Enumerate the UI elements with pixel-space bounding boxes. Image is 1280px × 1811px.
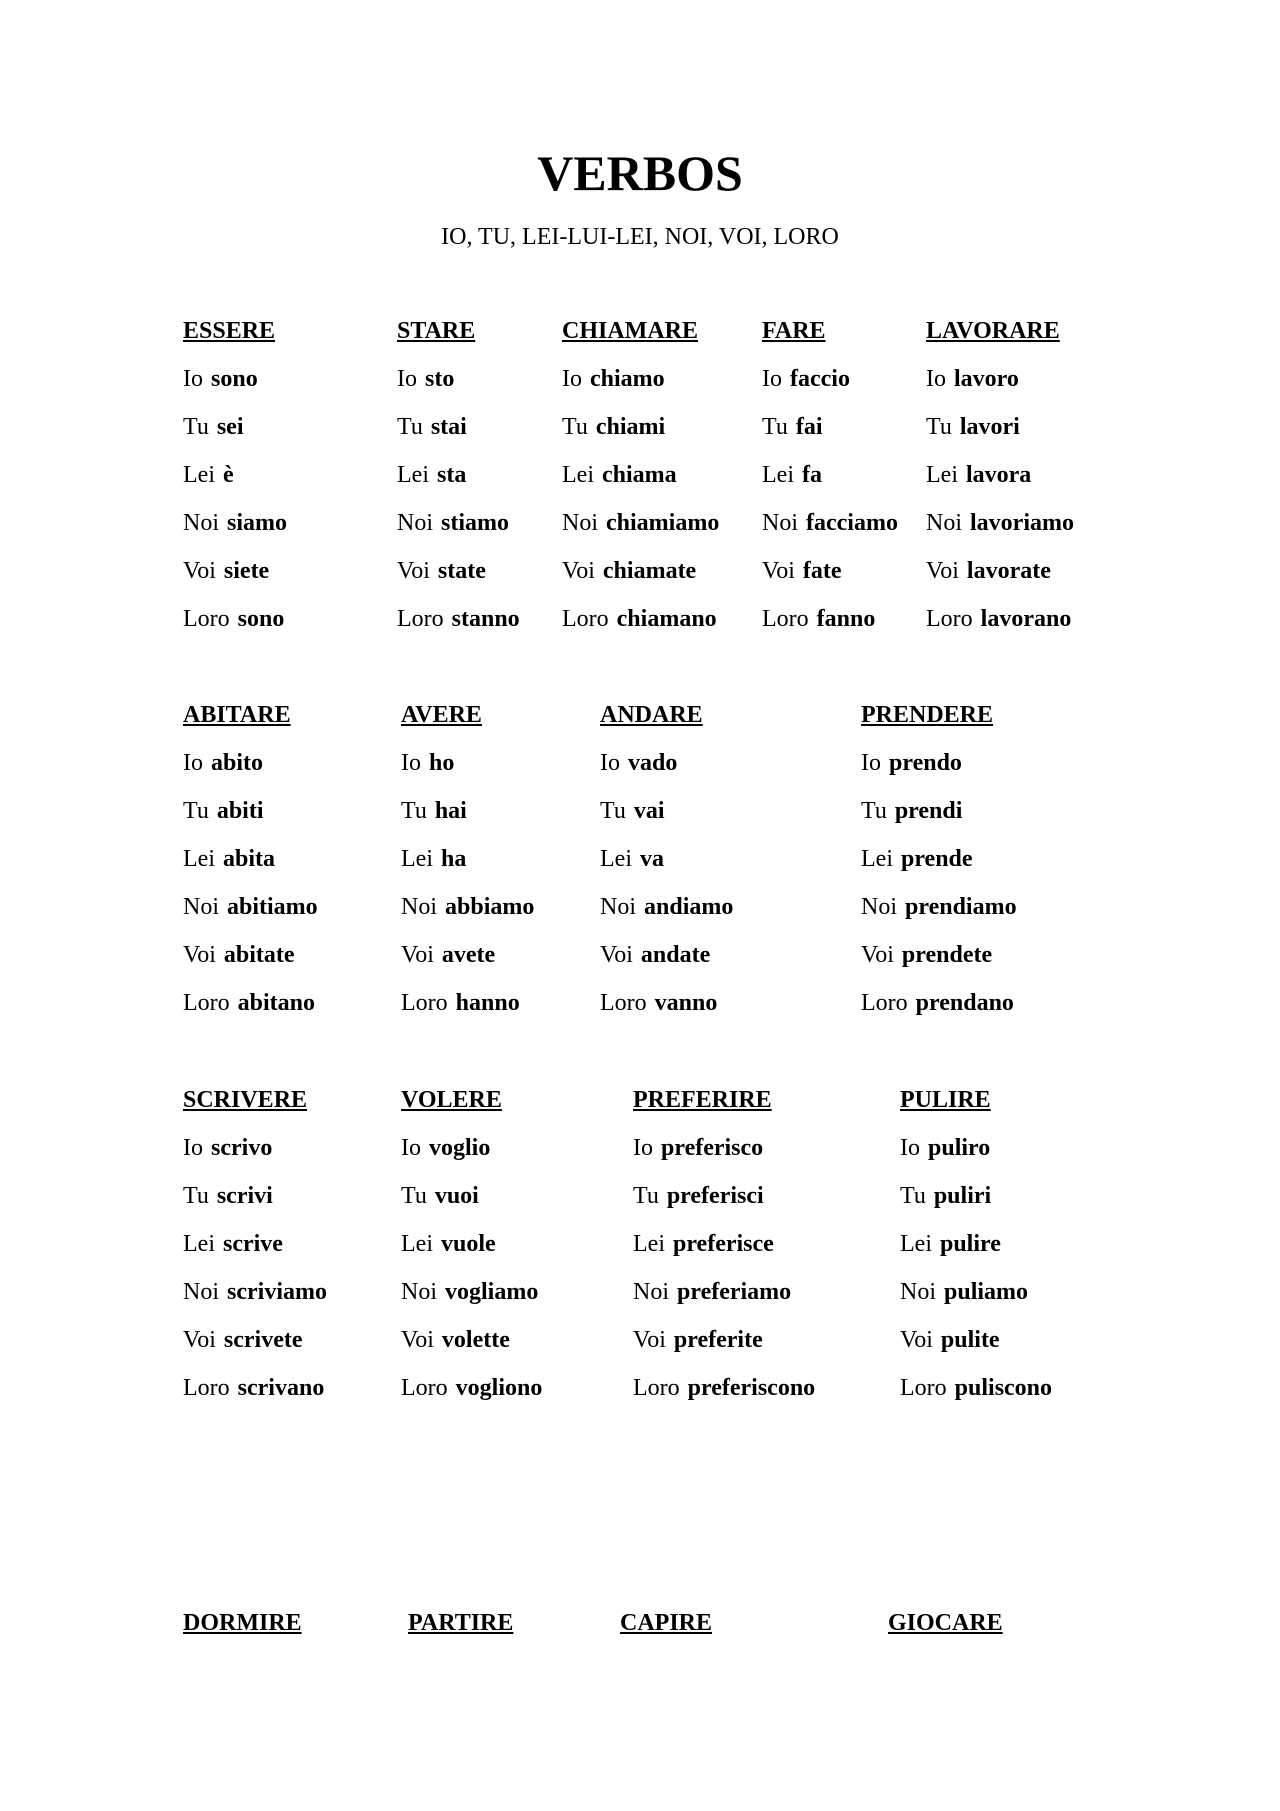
pronoun: Lei bbox=[401, 1231, 433, 1257]
conjugation-row bbox=[397, 412, 520, 460]
conjugation-row bbox=[861, 940, 1017, 988]
pronoun: Voi bbox=[762, 558, 795, 584]
conjugation-row bbox=[183, 1373, 327, 1421]
conjugated-form: vuoi bbox=[434, 1183, 479, 1209]
conjugation-list bbox=[633, 1133, 815, 1421]
conjugated-form: stanno bbox=[451, 606, 520, 632]
pronoun: Voi bbox=[633, 1327, 666, 1353]
conjugation-row bbox=[900, 1181, 1052, 1229]
conjugated-form: lavoriamo bbox=[970, 510, 1074, 536]
pronoun: Io bbox=[183, 1135, 203, 1161]
conjugation-row bbox=[861, 892, 1017, 940]
conjugation-list bbox=[183, 748, 318, 1036]
pronoun: Io bbox=[562, 366, 582, 392]
conjugated-form: chiamano bbox=[616, 606, 717, 632]
conjugation-row bbox=[762, 364, 898, 412]
conjugation-list bbox=[926, 364, 1074, 652]
pronoun: Io bbox=[926, 366, 946, 392]
conjugated-form: sei bbox=[216, 414, 244, 440]
conjugated-form: puliamo bbox=[944, 1279, 1029, 1305]
conjugation-row bbox=[562, 556, 719, 604]
verb-column-fare bbox=[762, 316, 898, 652]
pronoun: Tu bbox=[562, 414, 588, 440]
conjugation-row bbox=[401, 1325, 542, 1373]
conjugated-form: siamo bbox=[227, 510, 287, 536]
conjugation-row bbox=[183, 892, 318, 940]
conjugated-form: sono bbox=[237, 606, 285, 632]
conjugation-row bbox=[183, 460, 287, 508]
conjugation-list bbox=[401, 748, 534, 1036]
conjugated-form: prendete bbox=[901, 942, 993, 968]
conjugation-row bbox=[926, 364, 1074, 412]
conjugated-form: puliro bbox=[928, 1135, 991, 1161]
verb-column-stare bbox=[397, 316, 520, 652]
pronoun: Noi bbox=[562, 510, 598, 536]
pronoun: Lei bbox=[600, 846, 632, 872]
pronoun: Io bbox=[762, 366, 782, 392]
conjugation-row bbox=[401, 748, 534, 796]
verb-heading: ESSERE bbox=[183, 318, 276, 344]
conjugation-row bbox=[600, 940, 733, 988]
conjugated-form: fate bbox=[802, 558, 842, 584]
conjugated-form: abitano bbox=[237, 990, 316, 1016]
conjugated-form: sono bbox=[211, 366, 258, 392]
pronoun: Tu bbox=[183, 1183, 209, 1209]
conjugation-row bbox=[600, 844, 733, 892]
pronoun: Io bbox=[861, 750, 881, 776]
pronoun: Lei bbox=[183, 846, 215, 872]
verb-column-preferire bbox=[633, 1085, 815, 1421]
conjugated-form: preferite bbox=[673, 1327, 763, 1353]
conjugation-row bbox=[562, 460, 719, 508]
pronoun: Loro bbox=[401, 990, 448, 1016]
conjugation-row bbox=[401, 1229, 542, 1277]
verb-heading: DORMIRE bbox=[183, 1610, 302, 1636]
conjugation-row bbox=[633, 1277, 815, 1325]
conjugated-form: preferiscono bbox=[687, 1375, 816, 1401]
conjugation-row bbox=[633, 1181, 815, 1229]
conjugation-row bbox=[900, 1277, 1052, 1325]
verb-column-abitare bbox=[183, 700, 318, 1036]
conjugated-form: vado bbox=[628, 750, 678, 776]
pronoun: Loro bbox=[762, 606, 809, 632]
conjugated-form: scrivo bbox=[211, 1135, 273, 1161]
verb-heading: PULIRE bbox=[900, 1087, 991, 1113]
conjugation-row bbox=[633, 1229, 815, 1277]
conjugation-row bbox=[562, 364, 719, 412]
conjugation-row bbox=[183, 1133, 327, 1181]
conjugation-list bbox=[183, 364, 287, 652]
conjugation-row bbox=[900, 1325, 1052, 1373]
pronoun: Tu bbox=[861, 798, 887, 824]
pronoun: Loro bbox=[900, 1375, 947, 1401]
conjugated-form: abitiamo bbox=[227, 894, 318, 920]
pronoun: Tu bbox=[633, 1183, 659, 1209]
pronoun: Noi bbox=[183, 510, 219, 536]
conjugated-form: abito bbox=[211, 750, 264, 776]
conjugation-row bbox=[926, 460, 1074, 508]
conjugated-form: chiamo bbox=[590, 366, 665, 392]
conjugated-form: volette bbox=[441, 1327, 510, 1353]
conjugation-row bbox=[900, 1133, 1052, 1181]
conjugated-form: abiti bbox=[216, 798, 264, 824]
conjugation-row bbox=[183, 412, 287, 460]
conjugated-form: abitate bbox=[223, 942, 295, 968]
conjugated-form: scrive bbox=[222, 1231, 283, 1257]
pronoun: Tu bbox=[183, 798, 209, 824]
conjugated-form: vanno bbox=[654, 990, 718, 1016]
verb-heading: ANDARE bbox=[600, 702, 703, 728]
conjugation-row bbox=[401, 1181, 542, 1229]
conjugated-form: siete bbox=[223, 558, 270, 584]
pronoun: Noi bbox=[926, 510, 962, 536]
conjugation-list bbox=[600, 748, 733, 1036]
page-subtitle: IO, TU, LEI-LUI-LEI, NOI, VOI, LORO bbox=[441, 224, 839, 250]
conjugated-form: hanno bbox=[455, 990, 520, 1016]
conjugation-row bbox=[926, 604, 1074, 652]
conjugation-row bbox=[861, 844, 1017, 892]
conjugation-row bbox=[183, 940, 318, 988]
pronoun: Noi bbox=[900, 1279, 936, 1305]
verb-column-giocare bbox=[888, 1608, 1003, 1638]
conjugated-form: hai bbox=[434, 798, 467, 824]
verb-column-lavorare bbox=[926, 316, 1074, 652]
conjugated-form: abita bbox=[222, 846, 275, 872]
pronoun: Noi bbox=[183, 1279, 219, 1305]
conjugation-row bbox=[401, 892, 534, 940]
pronoun: Tu bbox=[762, 414, 788, 440]
page-title: VERBOS bbox=[537, 145, 743, 201]
conjugated-form: lavoro bbox=[954, 366, 1019, 392]
pronoun: Voi bbox=[401, 942, 434, 968]
pronoun: Loro bbox=[562, 606, 609, 632]
verb-heading: PREFERIRE bbox=[633, 1087, 772, 1113]
conjugated-form: fa bbox=[801, 462, 822, 488]
conjugation-row bbox=[183, 988, 318, 1036]
conjugation-row bbox=[183, 1229, 327, 1277]
conjugation-row bbox=[600, 748, 733, 796]
conjugation-row bbox=[762, 604, 898, 652]
conjugation-row bbox=[183, 508, 287, 556]
pronoun: Io bbox=[401, 1135, 421, 1161]
verb-heading: ABITARE bbox=[183, 702, 291, 728]
conjugated-form: ha bbox=[440, 846, 467, 872]
conjugation-row bbox=[183, 364, 287, 412]
conjugation-list bbox=[397, 364, 520, 652]
verb-heading: LAVORARE bbox=[926, 318, 1060, 344]
conjugated-form: preferisce bbox=[672, 1231, 774, 1257]
conjugated-form: preferiamo bbox=[677, 1279, 792, 1305]
pronoun: Noi bbox=[633, 1279, 669, 1305]
conjugation-row bbox=[183, 748, 318, 796]
conjugation-list bbox=[183, 1133, 327, 1421]
verb-column-capire bbox=[620, 1608, 712, 1638]
conjugation-row bbox=[926, 556, 1074, 604]
verb-heading: PARTIRE bbox=[408, 1610, 514, 1636]
pronoun: Loro bbox=[183, 1375, 230, 1401]
pronoun: Tu bbox=[401, 1183, 427, 1209]
pronoun: Voi bbox=[900, 1327, 933, 1353]
conjugated-form: scrivano bbox=[237, 1375, 325, 1401]
conjugation-row bbox=[762, 412, 898, 460]
pronoun: Voi bbox=[401, 1327, 434, 1353]
pronoun: Loro bbox=[861, 990, 908, 1016]
conjugation-row bbox=[926, 412, 1074, 460]
conjugation-row bbox=[401, 1277, 542, 1325]
verb-heading: CHIAMARE bbox=[562, 318, 698, 344]
conjugation-row bbox=[397, 604, 520, 652]
pronoun: Lei bbox=[861, 846, 893, 872]
conjugation-row bbox=[861, 988, 1017, 1036]
conjugated-form: scriviamo bbox=[227, 1279, 327, 1305]
conjugated-form: preferisci bbox=[666, 1183, 764, 1209]
pronoun: Io bbox=[183, 750, 203, 776]
pronoun: Lei bbox=[401, 846, 433, 872]
conjugation-row bbox=[183, 1181, 327, 1229]
conjugated-form: va bbox=[639, 846, 664, 872]
conjugation-row bbox=[401, 988, 534, 1036]
conjugation-row bbox=[900, 1229, 1052, 1277]
conjugation-list bbox=[861, 748, 1017, 1036]
conjugation-row bbox=[183, 556, 287, 604]
verb-heading: AVERE bbox=[401, 702, 482, 728]
conjugation-row bbox=[183, 844, 318, 892]
verb-column-volere bbox=[401, 1085, 542, 1421]
conjugation-row bbox=[562, 412, 719, 460]
conjugation-row bbox=[397, 364, 520, 412]
conjugation-row bbox=[762, 508, 898, 556]
conjugated-form: chiama bbox=[601, 462, 677, 488]
pronoun: Voi bbox=[926, 558, 959, 584]
pronoun: Voi bbox=[397, 558, 430, 584]
conjugation-row bbox=[401, 1133, 542, 1181]
conjugated-form: facciamo bbox=[806, 510, 898, 536]
conjugation-row bbox=[401, 796, 534, 844]
conjugated-form: lavori bbox=[959, 414, 1020, 440]
conjugated-form: chiamiamo bbox=[606, 510, 720, 536]
pronoun: Voi bbox=[562, 558, 595, 584]
pronoun: Io bbox=[401, 750, 421, 776]
conjugation-row bbox=[401, 1373, 542, 1421]
conjugated-form: chiami bbox=[595, 414, 666, 440]
conjugation-row bbox=[600, 892, 733, 940]
pronoun: Lei bbox=[762, 462, 794, 488]
pronoun: Loro bbox=[926, 606, 973, 632]
conjugated-form: state bbox=[437, 558, 486, 584]
pronoun: Io bbox=[633, 1135, 653, 1161]
conjugated-form: ho bbox=[429, 750, 455, 776]
conjugated-form: puliri bbox=[933, 1183, 992, 1209]
conjugated-form: stiamo bbox=[441, 510, 509, 536]
pronoun: Loro bbox=[401, 1375, 448, 1401]
verb-heading: CAPIRE bbox=[620, 1610, 713, 1636]
pronoun: Voi bbox=[183, 942, 216, 968]
conjugated-form: puliscono bbox=[954, 1375, 1053, 1401]
pronoun: Lei bbox=[562, 462, 594, 488]
conjugation-row bbox=[401, 844, 534, 892]
verb-column-partire bbox=[408, 1608, 513, 1638]
conjugation-row bbox=[900, 1373, 1052, 1421]
conjugation-row bbox=[562, 508, 719, 556]
conjugation-row bbox=[397, 508, 520, 556]
pronoun: Io bbox=[900, 1135, 920, 1161]
conjugation-row bbox=[762, 460, 898, 508]
conjugation-row bbox=[183, 796, 318, 844]
pronoun: Tu bbox=[183, 414, 209, 440]
conjugated-form: andate bbox=[640, 942, 711, 968]
conjugation-list bbox=[562, 364, 719, 652]
conjugation-list bbox=[762, 364, 898, 652]
verb-column-pulire bbox=[900, 1085, 1052, 1421]
pronoun: Io bbox=[397, 366, 417, 392]
pronoun: Tu bbox=[926, 414, 952, 440]
pronoun: Noi bbox=[600, 894, 636, 920]
pronoun: Loro bbox=[183, 606, 230, 632]
conjugation-list bbox=[900, 1133, 1052, 1421]
conjugation-row bbox=[633, 1373, 815, 1421]
conjugation-row bbox=[600, 796, 733, 844]
conjugated-form: lavora bbox=[965, 462, 1032, 488]
conjugated-form: preferisco bbox=[661, 1135, 764, 1161]
conjugated-form: chiamate bbox=[602, 558, 697, 584]
verb-heading: SCRIVERE bbox=[183, 1087, 308, 1113]
pronoun: Noi bbox=[762, 510, 798, 536]
conjugated-form: vogliono bbox=[455, 1375, 543, 1401]
conjugated-form: scrivi bbox=[216, 1183, 273, 1209]
conjugation-row bbox=[633, 1325, 815, 1373]
pronoun: Io bbox=[600, 750, 620, 776]
pronoun: Noi bbox=[861, 894, 897, 920]
conjugated-form: vuole bbox=[440, 1231, 496, 1257]
conjugated-form: fanno bbox=[816, 606, 876, 632]
conjugated-form: pulire bbox=[939, 1231, 1001, 1257]
conjugated-form: scrivete bbox=[223, 1327, 303, 1353]
conjugation-row bbox=[183, 604, 287, 652]
pronoun: Lei bbox=[183, 462, 215, 488]
conjugation-row bbox=[397, 556, 520, 604]
conjugated-form: avete bbox=[441, 942, 496, 968]
conjugation-row bbox=[633, 1133, 815, 1181]
verb-column-essere bbox=[183, 316, 287, 652]
conjugation-row bbox=[861, 796, 1017, 844]
pronoun: Lei bbox=[900, 1231, 932, 1257]
pronoun: Lei bbox=[397, 462, 429, 488]
conjugation-row bbox=[183, 1277, 327, 1325]
verb-column-andare bbox=[600, 700, 733, 1036]
conjugated-form: lavorate bbox=[966, 558, 1051, 584]
pronoun: Noi bbox=[183, 894, 219, 920]
pronoun: Lei bbox=[183, 1231, 215, 1257]
conjugation-row bbox=[600, 988, 733, 1036]
verb-heading: FARE bbox=[762, 318, 826, 344]
conjugated-form: prendo bbox=[889, 750, 962, 776]
conjugated-form: prende bbox=[900, 846, 973, 872]
conjugation-row bbox=[562, 604, 719, 652]
verb-column-chiamare bbox=[562, 316, 719, 652]
conjugation-row bbox=[926, 508, 1074, 556]
conjugated-form: voglio bbox=[429, 1135, 491, 1161]
conjugated-form: lavorano bbox=[980, 606, 1072, 632]
verb-heading: PRENDERE bbox=[861, 702, 994, 728]
conjugation-row bbox=[183, 1325, 327, 1373]
verb-heading: GIOCARE bbox=[888, 1610, 1003, 1636]
conjugation-list bbox=[401, 1133, 542, 1421]
pronoun: Io bbox=[183, 366, 203, 392]
conjugated-form: fai bbox=[795, 414, 823, 440]
verb-column-avere bbox=[401, 700, 534, 1036]
verb-heading: VOLERE bbox=[401, 1087, 502, 1113]
conjugated-form: vogliamo bbox=[445, 1279, 539, 1305]
conjugated-form: vai bbox=[633, 798, 665, 824]
pronoun: Noi bbox=[397, 510, 433, 536]
pronoun: Tu bbox=[397, 414, 423, 440]
conjugated-form: è bbox=[222, 462, 234, 488]
conjugated-form: pulite bbox=[940, 1327, 1000, 1353]
conjugated-form: prendiamo bbox=[905, 894, 1017, 920]
pronoun: Voi bbox=[600, 942, 633, 968]
conjugated-form: prendano bbox=[915, 990, 1014, 1016]
pronoun: Loro bbox=[183, 990, 230, 1016]
pronoun: Noi bbox=[401, 1279, 437, 1305]
conjugated-form: prendi bbox=[894, 798, 963, 824]
conjugation-row bbox=[397, 460, 520, 508]
pronoun: Voi bbox=[861, 942, 894, 968]
conjugated-form: sto bbox=[425, 366, 455, 392]
conjugated-form: sta bbox=[436, 462, 467, 488]
pronoun: Loro bbox=[633, 1375, 680, 1401]
verb-heading: STARE bbox=[397, 318, 476, 344]
verb-column-scrivere bbox=[183, 1085, 327, 1421]
pronoun: Lei bbox=[633, 1231, 665, 1257]
conjugated-form: abbiamo bbox=[445, 894, 535, 920]
pronoun: Tu bbox=[900, 1183, 926, 1209]
pronoun: Loro bbox=[397, 606, 444, 632]
pronoun: Noi bbox=[401, 894, 437, 920]
conjugation-row bbox=[401, 940, 534, 988]
verb-column-dormire bbox=[183, 1608, 302, 1638]
pronoun: Voi bbox=[183, 1327, 216, 1353]
conjugated-form: stai bbox=[430, 414, 467, 440]
verb-column-prendere bbox=[861, 700, 1017, 1036]
pronoun: Tu bbox=[401, 798, 427, 824]
pronoun: Voi bbox=[183, 558, 216, 584]
conjugation-row bbox=[861, 748, 1017, 796]
conjugated-form: andiamo bbox=[644, 894, 734, 920]
pronoun: Loro bbox=[600, 990, 647, 1016]
conjugated-form: faccio bbox=[790, 366, 850, 392]
pronoun: Tu bbox=[600, 798, 626, 824]
conjugation-row bbox=[762, 556, 898, 604]
pronoun: Lei bbox=[926, 462, 958, 488]
